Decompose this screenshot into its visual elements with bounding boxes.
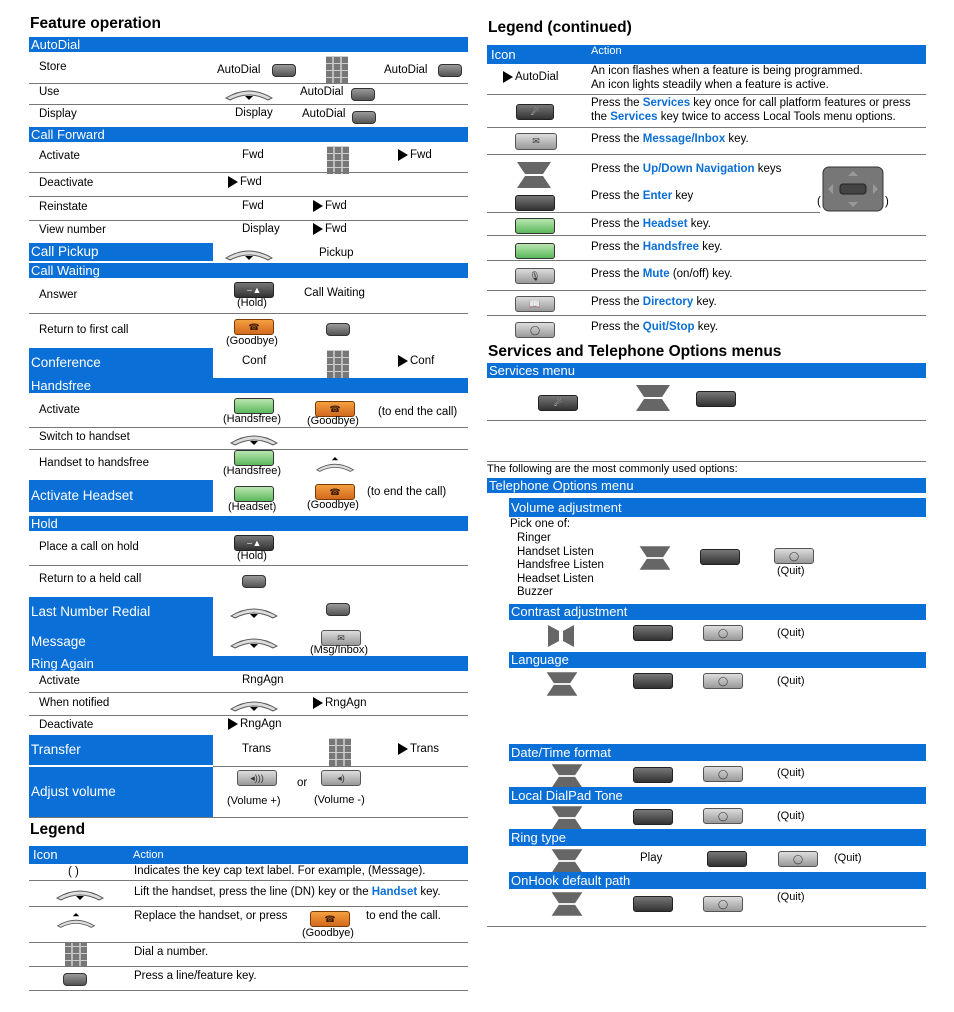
legend-row-3-text: Replace the handset, or press — [134, 910, 288, 922]
rngagn-indicator: RngAgn — [313, 697, 367, 709]
handsfree-key-icon — [234, 450, 274, 466]
goodbye-label: (Goodbye) — [307, 415, 359, 427]
handset-lift-icon — [229, 634, 279, 650]
services-menu-bar: Services menu — [487, 363, 926, 378]
call-waiting-label: Call Waiting — [304, 287, 365, 299]
legend2-enter: Press the Enter key — [591, 190, 694, 202]
goodbye-key-icon: ☎ — [310, 911, 350, 927]
handset-lift-icon — [224, 246, 274, 262]
section-call-forward: Call Forward — [29, 127, 468, 142]
line-key-icon — [272, 64, 296, 77]
handset-lift-icon — [229, 604, 279, 620]
goodbye-label: (Goodbye) — [302, 927, 354, 939]
message-key-icon: ✉ — [321, 630, 361, 646]
to-end-call-label: (to end the call) — [378, 406, 458, 418]
services-key-icon: ☄ — [516, 104, 554, 120]
quit-label: (Quit) — [777, 565, 805, 577]
legend-row-1: Indicates the key cap text label. For example, (Message). — [134, 865, 426, 877]
volume-option: Ringer — [517, 532, 551, 544]
activate-label: Activate — [39, 404, 80, 416]
dialpad-icon — [329, 738, 351, 766]
deactivate-label: Deactivate — [39, 719, 94, 731]
enter-key-icon — [633, 625, 673, 641]
goodbye-key-icon: ☎ — [315, 484, 355, 500]
trans-indicator: Trans — [398, 743, 439, 755]
paren-icon: ( ) — [68, 866, 79, 878]
legend2-header: Icon Action — [487, 45, 926, 64]
up-down-navigation-icon — [543, 672, 581, 696]
pickup-label: Pickup — [319, 247, 354, 259]
enter-key-icon — [633, 896, 673, 912]
legend-continued-title: Legend (continued) — [488, 19, 632, 36]
legend2-services-2: the Services key twice to access Local Tools menu options. — [591, 111, 896, 123]
volume-options-list — [517, 532, 604, 600]
legend-row-4: Dial a number. — [134, 946, 209, 958]
feature-operation-title: Feature operation — [30, 15, 161, 32]
language-bar: Language — [509, 652, 926, 668]
quit-label: (Quit) — [834, 852, 862, 864]
services-key-icon: ☄ — [538, 395, 578, 411]
quit-key-icon: ◯ — [515, 322, 555, 338]
handsfree-label: (Handsfree) — [223, 465, 282, 477]
quit-key-icon: ◯ — [703, 896, 743, 912]
activate-label: Activate — [39, 150, 80, 162]
answer-label: Answer — [39, 289, 78, 301]
line-key-icon — [438, 64, 462, 77]
legend-row-3-end: to end the call. — [366, 910, 441, 922]
line-key-icon — [63, 973, 87, 986]
handset-lift-icon — [229, 431, 279, 447]
handset-replace-icon — [51, 913, 101, 929]
dialpad-icon — [65, 943, 87, 967]
volume-option: Handsfree Listen — [517, 559, 604, 571]
quit-label: (Quit) — [777, 675, 805, 687]
goodbye-key-icon: ☎ — [315, 401, 355, 417]
quit-key-icon: ◯ — [778, 851, 818, 867]
to-end-call-label: (to end the call) — [367, 486, 447, 498]
up-down-navigation-icon — [548, 764, 586, 788]
fwd-label: Fwd — [242, 149, 264, 161]
up-down-navigation-icon — [636, 546, 674, 570]
section-ring-again: Ring Again — [29, 656, 468, 671]
handsfree-label: (Handsfree) — [223, 413, 282, 425]
up-down-navigation-icon — [632, 385, 674, 411]
quit-key-icon: ◯ — [703, 766, 743, 782]
fwd-label: Fwd — [242, 200, 264, 212]
services-title: Services and Telephone Options menus — [488, 343, 782, 360]
section-adjust-volume: Adjust volume — [29, 767, 213, 817]
section-conference: Conference — [29, 348, 213, 378]
headset-key-icon — [515, 218, 555, 234]
paren-open: ( — [817, 196, 821, 208]
section-message: Message — [29, 627, 213, 657]
store-label: Store — [39, 61, 67, 73]
contrast-bar: Contrast adjustment — [509, 604, 926, 620]
autodial-label: AutoDial — [302, 108, 346, 120]
section-transfer: Transfer — [29, 735, 213, 765]
handset-lift-icon — [55, 886, 105, 902]
hold-key-icon: ⌣▲ — [234, 535, 274, 551]
fwd-indicator: Fwd — [398, 149, 432, 161]
volume-down-key-icon: ◂) — [321, 770, 361, 786]
or-label: or — [297, 777, 308, 789]
section-call-waiting: Call Waiting — [29, 263, 468, 278]
activate-label: Activate — [39, 675, 80, 687]
view-number-label: View number — [39, 224, 106, 236]
autodial-label: AutoDial — [217, 64, 261, 76]
volume-option: Handset Listen — [517, 545, 594, 558]
enter-key-icon — [515, 195, 555, 211]
up-down-navigation-icon — [548, 892, 586, 916]
line-key-icon — [326, 323, 350, 336]
up-down-navigation-icon — [513, 162, 555, 188]
autodial-label: AutoDial — [300, 86, 344, 98]
quit-key-icon: ◯ — [774, 548, 814, 564]
quit-key-icon: ◯ — [703, 808, 743, 824]
autodial-label: AutoDial — [384, 64, 428, 76]
legend2-message: Press the Message/Inbox key. — [591, 133, 749, 145]
up-down-navigation-icon — [548, 806, 586, 830]
navigation-cluster-icon — [822, 166, 884, 212]
paren-close: ) — [885, 196, 889, 208]
rngagn-label: RngAgn — [242, 674, 284, 686]
handsfree-key-icon — [515, 243, 555, 259]
reinstate-label: Reinstate — [39, 201, 88, 213]
handset-lift-icon — [224, 86, 274, 102]
conf-label: Conf — [242, 355, 267, 367]
quit-label: (Quit) — [777, 767, 805, 779]
goodbye-label: (Goodbye) — [226, 335, 278, 347]
section-activate-headset: Activate Headset — [29, 480, 213, 512]
headset-key-icon — [234, 486, 274, 502]
dialpad-icon — [326, 56, 348, 84]
legend-row-2: Lift the handset, press the line (DN) key or the Handset key. — [134, 886, 441, 898]
dialpad-tone-bar: Local DialPad Tone — [509, 787, 926, 804]
legend2-quit: Press the Quit/Stop key. — [591, 321, 718, 333]
hold-key-icon: ⌣▲ — [234, 282, 274, 298]
volume-plus-label: (Volume +) — [227, 795, 281, 807]
legend2-handsfree: Press the Handsfree key. — [591, 241, 723, 253]
section-call-pickup: Call Pickup — [29, 243, 213, 261]
switch-handset-label: Switch to handset — [39, 431, 130, 443]
fwd-indicator: Fwd — [313, 223, 347, 235]
legend2-mute: Press the Mute (on/off) key. — [591, 268, 733, 280]
message-key-icon: ✉ — [515, 133, 557, 150]
fwd-indicator: Fwd — [313, 200, 347, 212]
line-key-icon — [351, 88, 375, 101]
return-first-label: Return to first call — [39, 324, 129, 336]
section-autodial: AutoDial — [29, 37, 468, 52]
goodbye-key-icon: ☎ — [234, 319, 274, 335]
legend2-r1a: An icon flashes when a feature is being programmed. — [591, 65, 863, 77]
directory-key-icon: 📖 — [515, 296, 555, 312]
hold-label: (Hold) — [237, 550, 267, 562]
section-handsfree: Handsfree — [29, 378, 468, 393]
handset-to-handsfree-label: Handset to handsfree — [39, 457, 149, 469]
handsfree-key-icon — [234, 398, 274, 414]
enter-key-icon — [633, 673, 673, 689]
line-key-icon — [242, 575, 266, 588]
mute-key-icon: 🎙 — [515, 268, 555, 284]
deactivate-label: Deactivate — [39, 177, 94, 189]
display-label: Display — [39, 108, 77, 120]
volume-option: Buzzer — [517, 586, 553, 598]
display-key-label: Display — [242, 223, 280, 235]
dialpad-icon — [327, 350, 349, 378]
handset-lift-icon — [229, 697, 279, 713]
volume-adjustment-bar: Volume adjustment — [509, 498, 926, 517]
ring-type-bar: Ring type — [509, 829, 926, 846]
volume-minus-label: (Volume -) — [314, 794, 365, 806]
legend2-services-1: Press the Services key once for call platform features or press — [591, 97, 911, 109]
legend2-r1b: An icon lights steadily when a feature is active. — [591, 79, 829, 91]
enter-key-icon — [707, 851, 747, 867]
display-key-label: Display — [235, 107, 273, 119]
dialpad-icon — [327, 146, 349, 174]
play-label: Play — [640, 852, 663, 864]
autodial-indicator: AutoDial — [503, 71, 558, 83]
enter-key-icon — [700, 549, 740, 565]
volume-option: Headset Listen — [517, 572, 594, 585]
legend-title: Legend — [30, 821, 86, 838]
quit-label: (Quit) — [777, 810, 805, 822]
volume-up-key-icon: ◂))) — [237, 770, 277, 786]
enter-key-icon — [696, 391, 736, 407]
fwd-indicator: Fwd — [228, 176, 262, 188]
legend-row-5: Press a line/feature key. — [134, 970, 257, 982]
section-hold: Hold — [29, 516, 468, 531]
quit-label: (Quit) — [777, 627, 805, 639]
legend2-nav: Press the Up/Down Navigation keys — [591, 163, 782, 175]
headset-label: (Headset) — [228, 501, 277, 513]
quit-label: (Quit) — [777, 891, 805, 903]
hold-label: (Hold) — [237, 297, 267, 309]
place-hold-label: Place a call on hold — [39, 541, 139, 553]
use-label: Use — [39, 86, 60, 98]
quit-key-icon: ◯ — [703, 625, 743, 641]
legend-header: Icon Action — [29, 846, 468, 864]
line-key-icon — [326, 603, 350, 616]
conf-indicator: Conf — [398, 355, 434, 367]
trans-label: Trans — [242, 743, 271, 755]
section-last-redial: Last Number Redial — [29, 597, 213, 627]
handset-replace-icon — [310, 457, 360, 473]
when-notified-label: When notified — [39, 697, 110, 709]
onhook-bar: OnHook default path — [509, 872, 926, 889]
up-down-navigation-icon — [548, 849, 586, 873]
pick-one-label: Pick one of: — [510, 518, 571, 530]
msg-inbox-label: (Msg/Inbox) — [310, 644, 369, 656]
rngagn-indicator: RngAgn — [228, 718, 282, 730]
left-right-navigation-icon — [548, 623, 574, 649]
legend2-directory: Press the Directory key. — [591, 296, 717, 308]
legend2-headset: Press the Headset key. — [591, 218, 711, 230]
datetime-bar: Date/Time format — [509, 744, 926, 761]
common-options-note: The following are the most commonly used options: — [487, 463, 738, 475]
quit-key-icon: ◯ — [703, 673, 743, 689]
telephone-options-bar: Telephone Options menu — [487, 478, 926, 493]
enter-key-icon — [633, 767, 673, 783]
line-key-icon — [352, 111, 376, 124]
enter-key-icon — [633, 809, 673, 825]
goodbye-label: (Goodbye) — [307, 499, 359, 511]
return-held-label: Return to a held call — [39, 573, 142, 585]
